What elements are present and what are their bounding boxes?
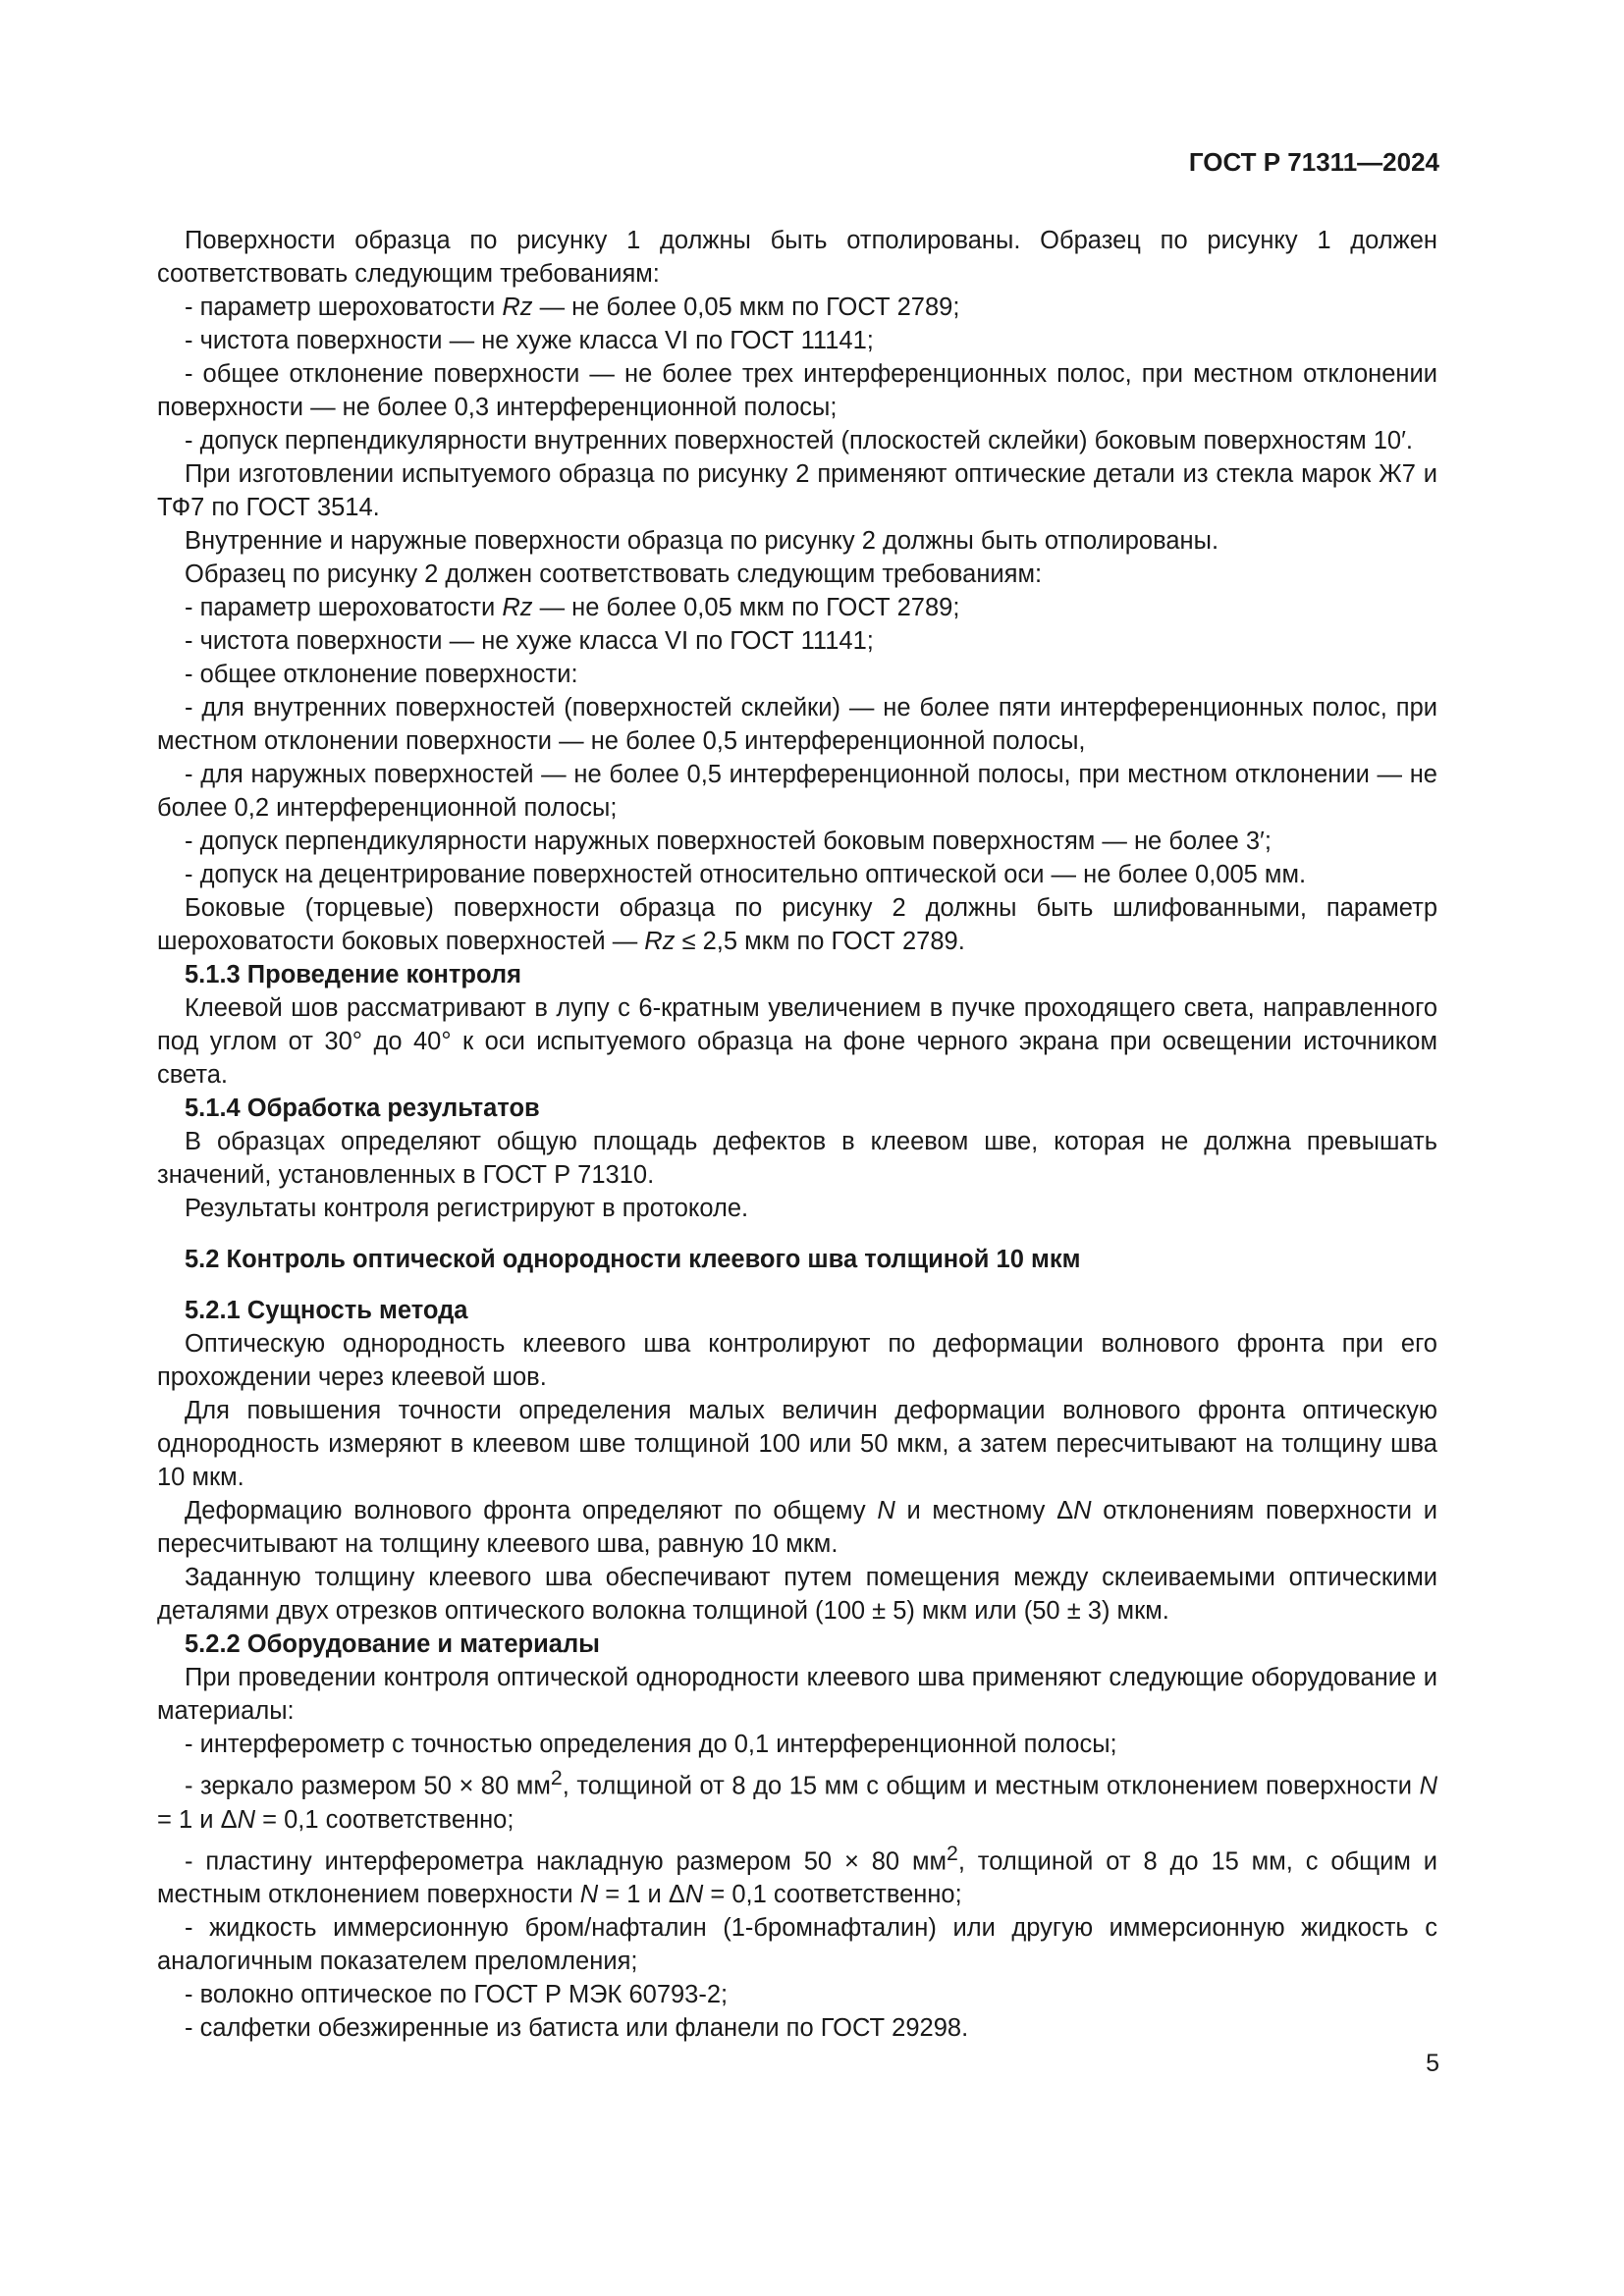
paragraph: - для наружных поверхностей — не более 0,5 интерференционной полосы, при местном отклонении — не более 0,2 интерференционной полосы; bbox=[157, 761, 1437, 822]
document-body bbox=[157, 224, 1437, 2045]
document-code: ГОСТ Р 71311—2024 bbox=[1188, 147, 1439, 177]
paragraph: - зеркало размером 50 × 80 $мм^2$, толщиной от 8 до 15 мм с общим и местным отклонением поверхности N = 1 и ΔN = 0,1 соответственно; bbox=[157, 1766, 1437, 1834]
paragraph: В образцах определяют общую площадь дефектов в клеевом шве, которая не должна превышать значений, установленных в ГОСТ Р 71310. bbox=[157, 1128, 1437, 1189]
page-number: 5 bbox=[1426, 2050, 1439, 2077]
paragraph: - допуск перпендикулярности наружных поверхностей боковым поверхностям — не более 3′; bbox=[185, 828, 1272, 855]
paragraph: - общее отклонение поверхности — не более трех интерференционных полос, при местном отклонении поверхности — не более 0,3 интерференционной полосы; bbox=[157, 360, 1437, 421]
paragraph: При проведении контроля оптической однородности клеевого шва применяют следующие оборудование и материалы: bbox=[157, 1664, 1437, 1725]
paragraph: - пластину интерферометра накладную размером 50 × 80 $мм^2$, толщиной от 8 до 15 мм, с общим и местным отклонением поверхности N = 1 и ΔN = 0,1 соответственно; bbox=[157, 1841, 1437, 1908]
paragraph: - параметр шероховатости Rz — не более 0,05 мкм по ГОСТ 2789; bbox=[185, 594, 960, 621]
subsection-heading: 5.1.4 Обработка результатов bbox=[185, 1095, 540, 1122]
paragraph: При изготовлении испытуемого образца по рисунку 2 применяют оптические детали из стекла марок Ж7 и ТФ7 по ГОСТ 3514. bbox=[157, 460, 1437, 521]
paragraph: - чистота поверхности — не хуже класса VI по ГОСТ 11141; bbox=[185, 327, 874, 354]
paragraph: - общее отклонение поверхности: bbox=[185, 661, 578, 688]
paragraph: - чистота поверхности — не хуже класса VI по ГОСТ 11141; bbox=[185, 627, 874, 655]
paragraph: Для повышения точности определения малых величин деформации волнового фронта оптическую однородность измеряют в клеевом шве толщиной 100 или 50 мкм, а затем пересчитывают на толщину шва 10 мкм. bbox=[157, 1397, 1437, 1491]
paragraph: - интерферометр с точностью определения до 0,1 интерференционной полосы; bbox=[185, 1731, 1117, 1758]
paragraph: Боковые (торцевые) поверхности образца по рисунку 2 должны быть шлифованными, параметр шероховатости боковых поверхностей — Rz ≤ 2,5 мкм по ГОСТ 2789. bbox=[157, 894, 1437, 955]
paragraph: - допуск на децентрирование поверхностей относительно оптической оси — не более 0,005 мм. bbox=[185, 861, 1307, 888]
section-heading: 5.2 Контроль оптической однородности клеевого шва толщиной 10 мкм bbox=[185, 1246, 1081, 1273]
paragraph: - волокно оптическое по ГОСТ Р МЭК 60793-2; bbox=[185, 1981, 729, 2008]
paragraph: Деформацию волнового фронта определяют по общему N и местному ΔN отклонениям поверхности и пересчитывают на толщину клеевого шва, равную 10 мкм. bbox=[157, 1497, 1437, 1558]
paragraph: - жидкость иммерсионную бром/нафталин (1-бромнафталин) или другую иммерсионную жидкость с аналогичным показателем преломления; bbox=[157, 1914, 1437, 1975]
paragraph: Поверхности образца по рисунку 1 должны быть отполированы. Образец по рисунку 1 должен соответствовать следующим требованиям: bbox=[157, 227, 1437, 288]
paragraph: - допуск перпендикулярности внутренних поверхностей (плоскостей склейки) боковым поверхностям 10′. bbox=[185, 427, 1413, 454]
paragraph: - салфетки обезжиренные из батиста или фланели по ГОСТ 29298. bbox=[185, 2014, 969, 2042]
subsection-heading: 5.2.1 Сущность метода bbox=[185, 1297, 468, 1324]
paragraph: - параметр шероховатости Rz — не более 0,05 мкм по ГОСТ 2789; bbox=[185, 294, 960, 321]
paragraph: Внутренние и наружные поверхности образца по рисунку 2 должны быть отполированы. bbox=[185, 527, 1219, 555]
paragraph: Образец по рисунку 2 должен соответствовать следующим требованиям: bbox=[185, 561, 1043, 588]
paragraph: Оптическую однородность клеевого шва контролируют по деформации волнового фронта при его прохождении через клеевой шов. bbox=[157, 1330, 1437, 1391]
subsection-heading: 5.1.3 Проведение контроля bbox=[185, 961, 522, 988]
paragraph: Клеевой шов рассматривают в лупу с 6-кратным увеличением в пучке проходящего света, направленного под углом от 30° до 40° к оси испытуемого образца на фоне черного экрана при освещении источником света. bbox=[157, 994, 1437, 1089]
paragraph: - для внутренних поверхностей (поверхностей склейки) — не более пяти интерференционных полос, при местном отклонении поверхности — не более 0,5 интерференционной полосы, bbox=[157, 694, 1437, 755]
paragraph: Результаты контроля регистрируют в протоколе. bbox=[185, 1195, 749, 1222]
subsection-heading: 5.2.2 Оборудование и материалы bbox=[185, 1630, 600, 1658]
paragraph: Заданную толщину клеевого шва обеспечивают путем помещения между склеиваемыми оптическими деталями двух отрезков оптического волокна толщиной (100 ± 5) мкм или (50 ± 3) мкм. bbox=[157, 1564, 1437, 1625]
